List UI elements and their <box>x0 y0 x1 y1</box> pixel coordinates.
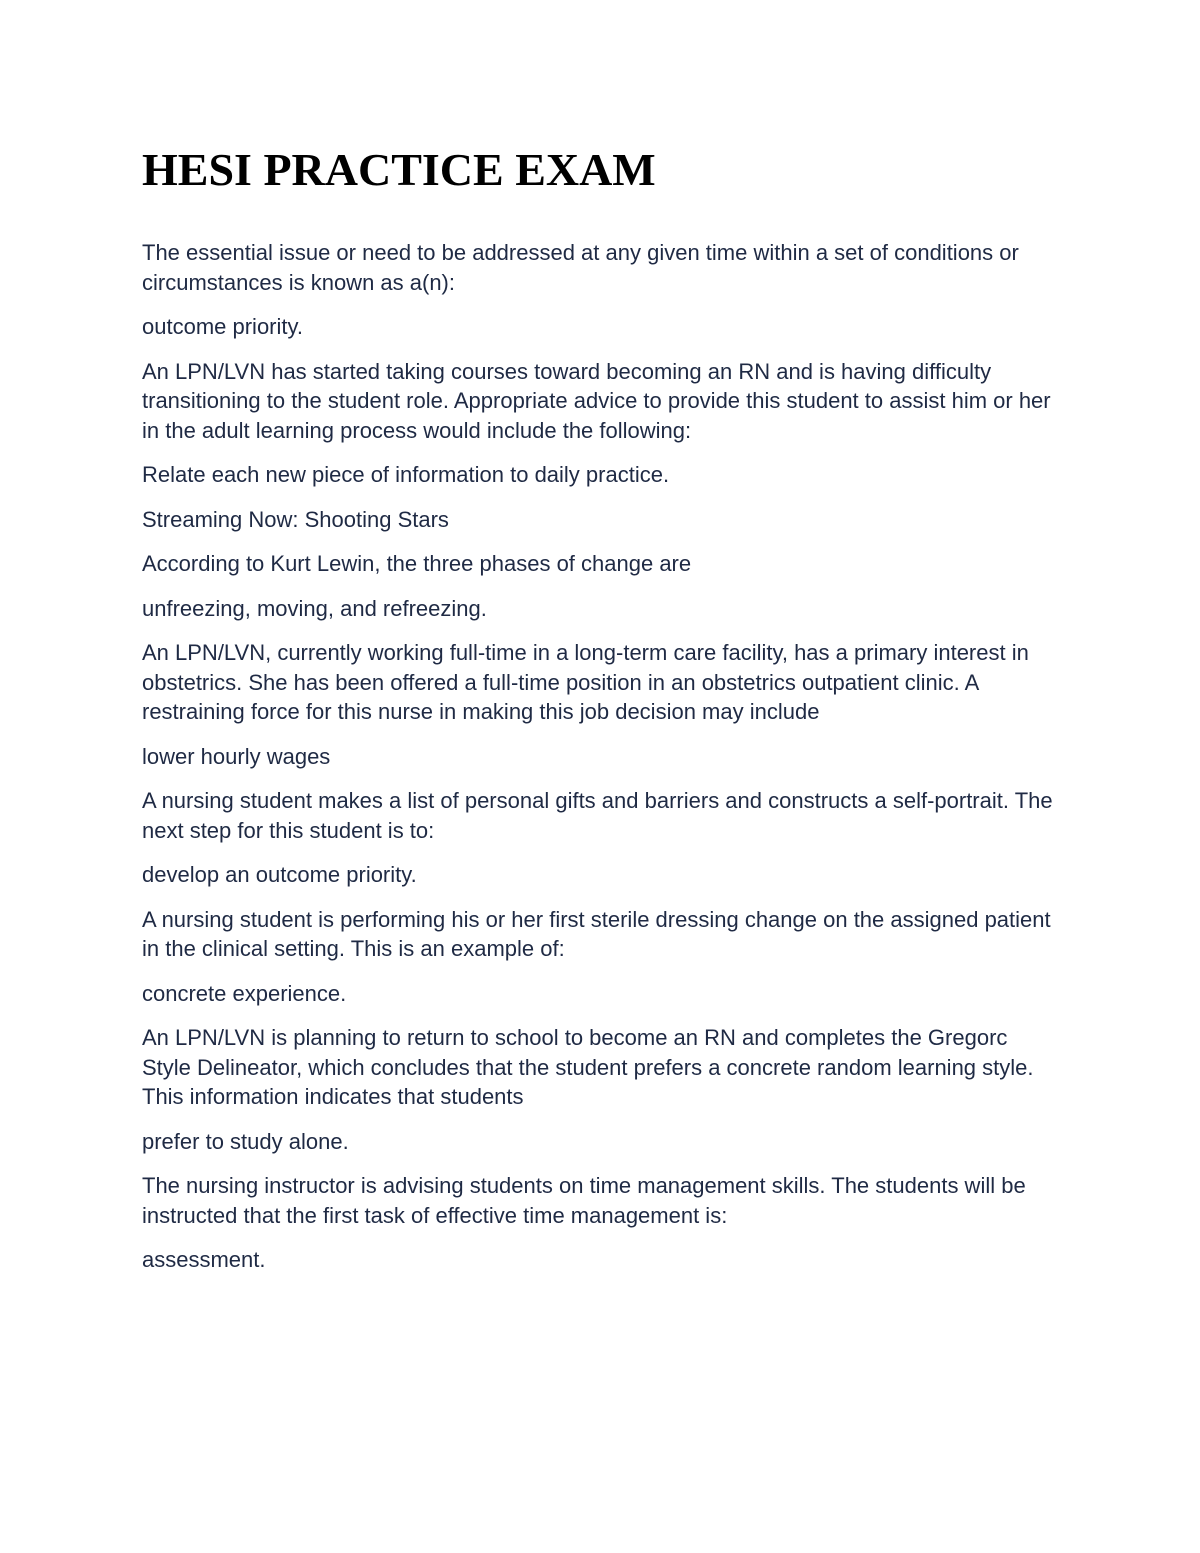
question-paragraph: An LPN/LVN is planning to return to school to become an RN and completes the Gregorc Style Delineator, which concludes that the student prefers a concrete random learning style. This information indicates that students <box>142 1025 1034 1109</box>
page-title: HESI PRACTICE EXAM <box>142 144 656 195</box>
answer-paragraph: outcome priority. <box>142 314 303 339</box>
answer-paragraph: unfreezing, moving, and refreezing. <box>142 595 487 621</box>
question-paragraph: The essential issue or need to be addressed at any given time within a set of conditions or circumstances is known as a(n): <box>142 240 1019 295</box>
question-paragraph: An LPN/LVN, currently working full-time in a long-term care facility, has a primary interest in obstetrics. She has been offered a full-time position in an obstetrics outpatient clinic. A restraining force for this nurse in making this job decision may include <box>142 640 1029 724</box>
answer-paragraph: develop an outcome priority. <box>142 862 417 887</box>
question-paragraph: According to Kurt Lewin, the three phases of change are <box>142 551 692 576</box>
answer-paragraph: Relate each new piece of information to daily practice. <box>142 462 670 487</box>
document-body <box>142 238 1062 1290</box>
question-paragraph: A nursing student is performing his or her first sterile dressing change on the assigned patient in the clinical setting. This is an example of: <box>142 906 1051 961</box>
streaming-note: Streaming Now: Shooting Stars <box>142 506 449 532</box>
question-paragraph: The nursing instructor is advising students on time management skills. The students will be instructed that the first task of effective time management is: <box>142 1173 1026 1228</box>
question-paragraph: A nursing student makes a list of personal gifts and barriers and constructs a self-portrait. The next step for this student is to: <box>142 788 1053 843</box>
answer-paragraph: concrete experience. <box>142 980 347 1006</box>
answer-paragraph: lower hourly wages <box>142 743 331 769</box>
question-paragraph: An LPN/LVN has started taking courses toward becoming an RN and is having difficulty transitioning to the student role. Appropriate advice to provide this student to assist him or her in the adult learning process would include the following: <box>142 358 1051 443</box>
answer-paragraph: assessment. <box>142 1247 266 1272</box>
answer-paragraph: prefer to study alone. <box>142 1128 349 1154</box>
